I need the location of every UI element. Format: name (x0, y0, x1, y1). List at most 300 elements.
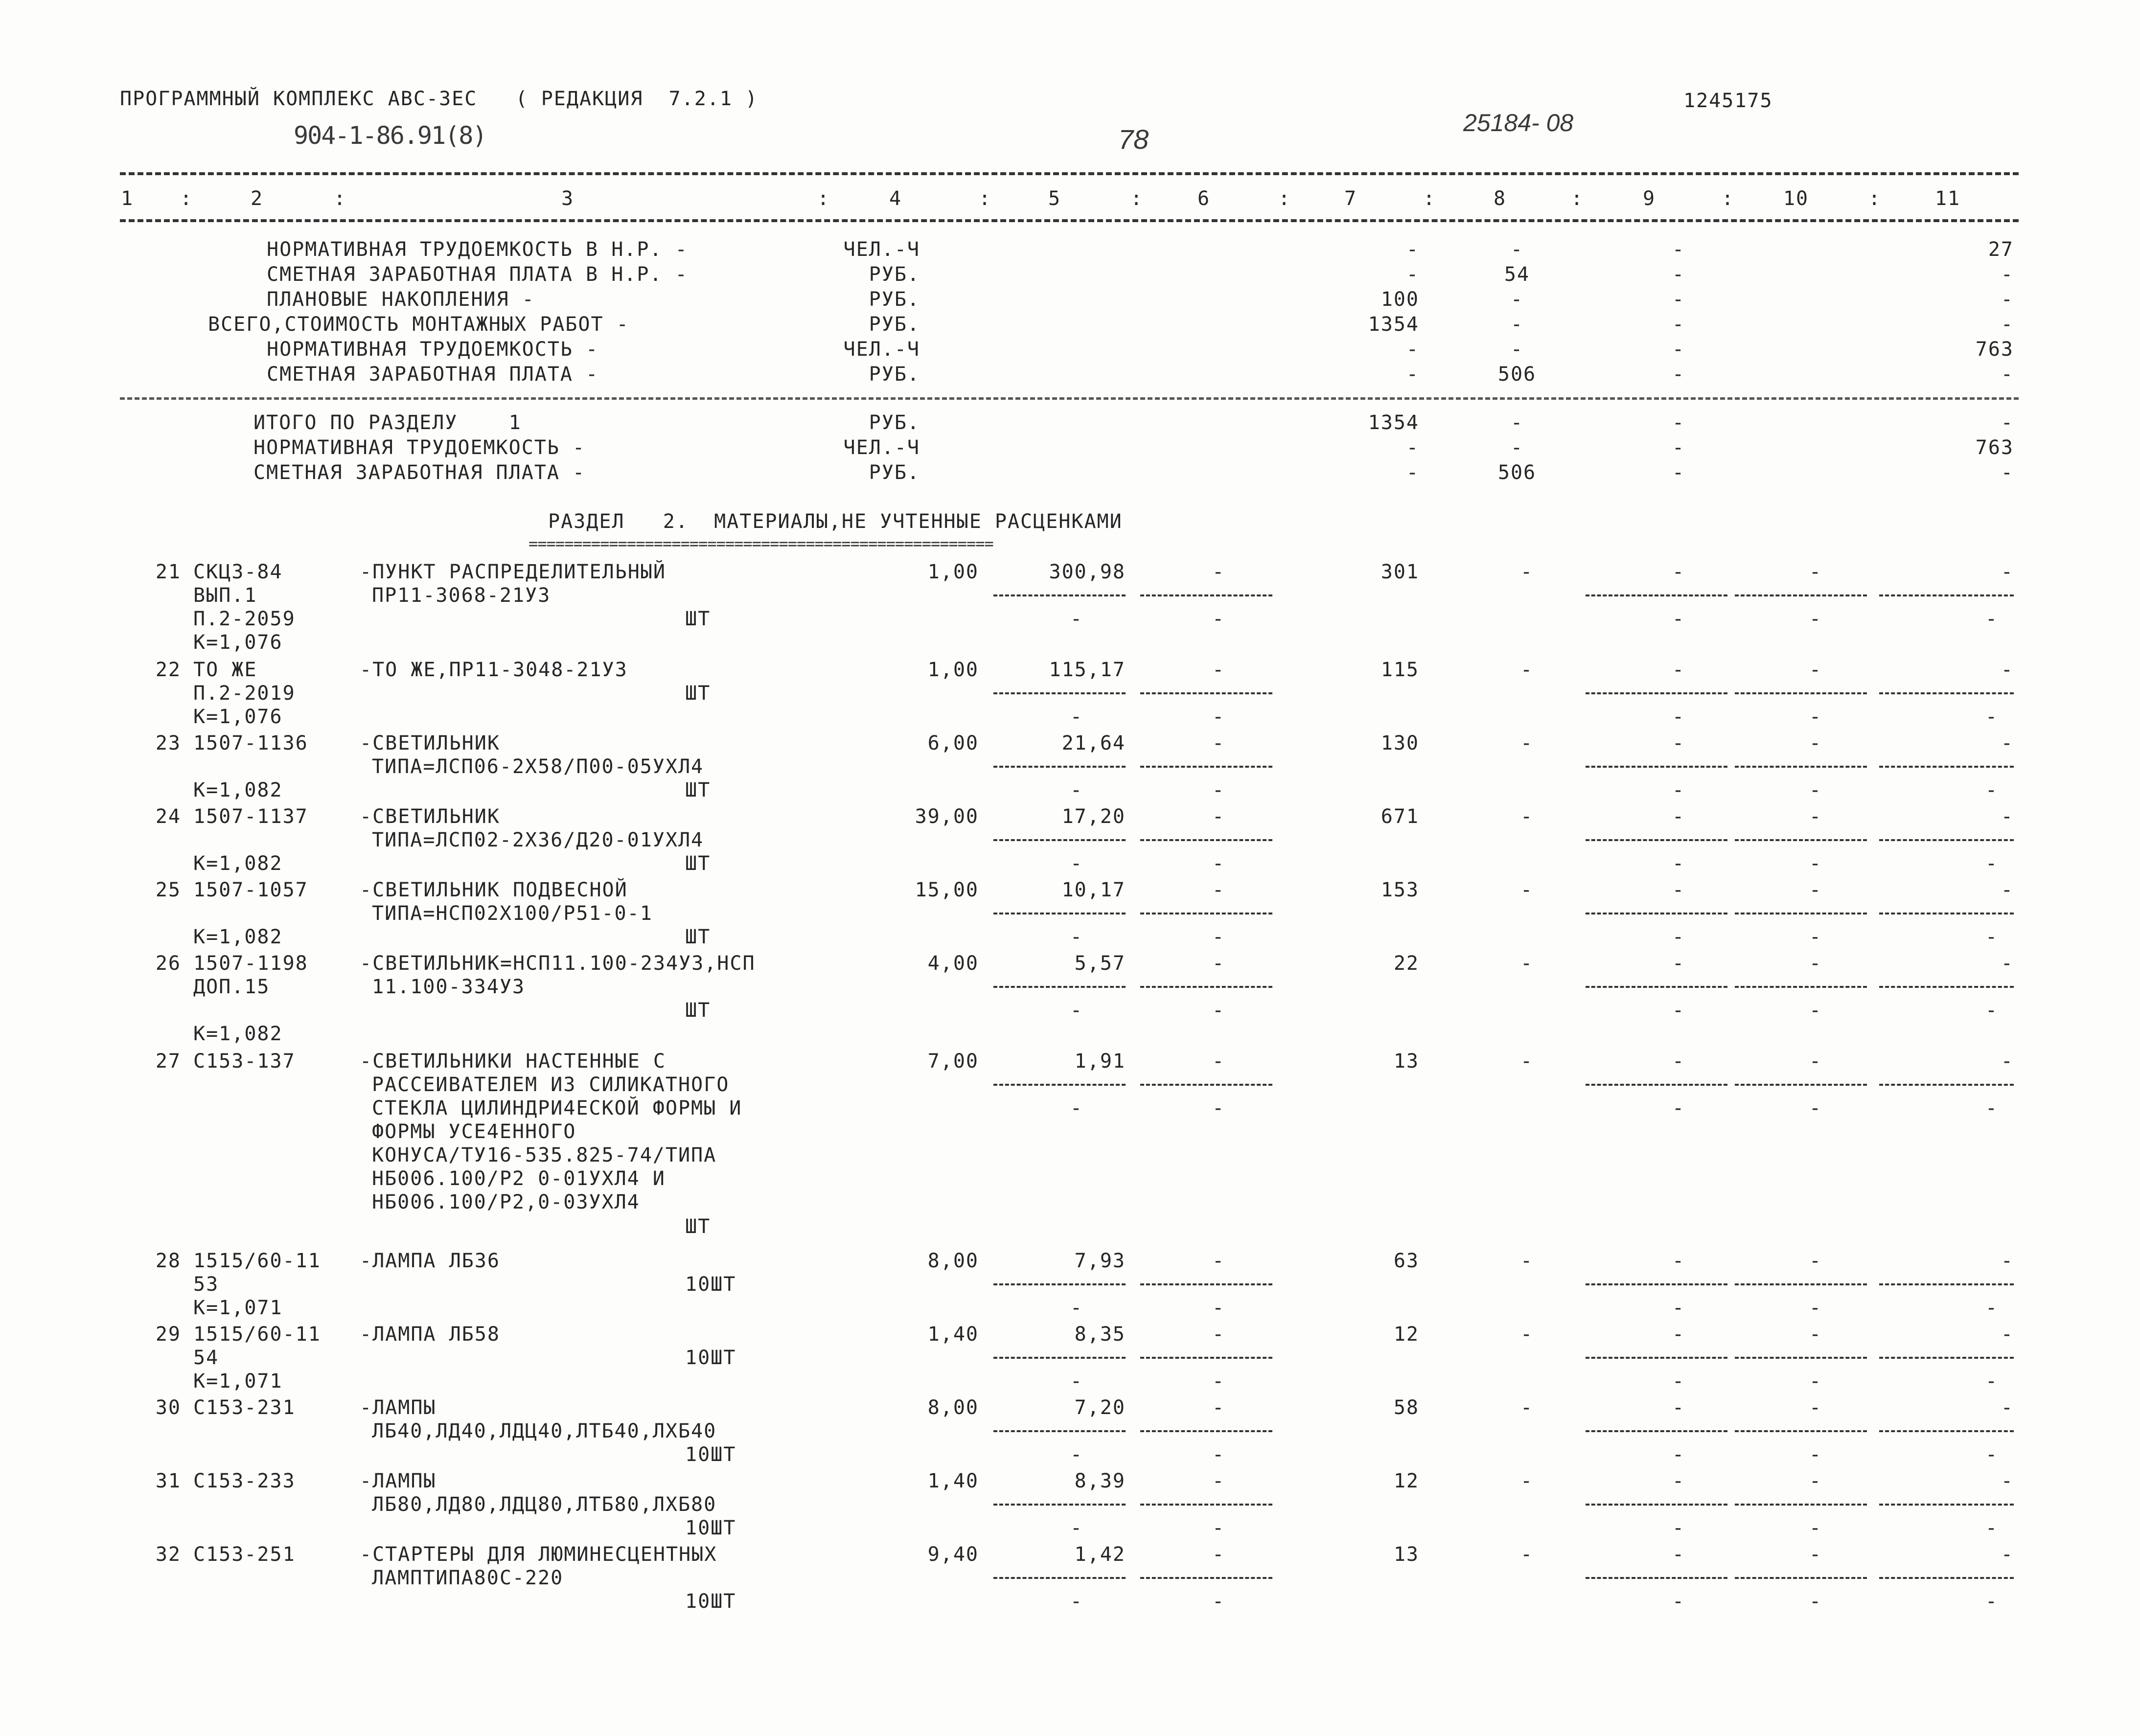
item-col8: - (1520, 879, 1534, 901)
col6-subrule (1140, 692, 1272, 694)
item-unit: ШТ (685, 852, 711, 875)
sub-col9: - (1672, 999, 1685, 1022)
item-col9: - (1672, 1543, 1685, 1566)
item-col9: - (1672, 1050, 1685, 1073)
col11-subrule (1879, 1504, 2014, 1506)
item-number: 29 (155, 1323, 181, 1346)
col10-subrule (1735, 1084, 1867, 1086)
price-subrule (993, 1084, 1126, 1086)
item-total: 58 (1393, 1396, 1419, 1419)
item-quantity: 39,00 (915, 805, 979, 828)
col6-subrule (1140, 766, 1272, 768)
column-header-6: 6 (1197, 187, 1211, 210)
item-col11: - (2001, 952, 2014, 975)
col6-subrule (1140, 839, 1272, 841)
item-price: 10,17 (1061, 879, 1126, 901)
item-code: 1507-1198 (193, 952, 308, 975)
column-header-11: 11 (1934, 187, 1961, 210)
item-total: 13 (1393, 1050, 1419, 1073)
item-description: -СВЕТИЛЬНИК (360, 732, 500, 754)
item-col11: - (2001, 1323, 2014, 1346)
item-col10: - (1809, 1543, 1822, 1566)
col11-subrule (1879, 1084, 2014, 1086)
column-header-8: 8 (1493, 187, 1507, 210)
item-description: КОНУСА/ТУ16-535.825-74/ТИПА (372, 1144, 717, 1166)
item-unit: 10ШТ (685, 1443, 736, 1466)
sub-col5: - (1070, 608, 1083, 630)
column-header-5: 5 (1048, 187, 1061, 210)
item-col8: - (1520, 1543, 1534, 1566)
item-description: СТЕКЛА ЦИЛИНДРИ4ЕСКОЙ ФОРМЫ И (372, 1097, 742, 1119)
item-col6: - (1212, 1396, 1225, 1419)
item-number: 26 (155, 952, 181, 975)
row-unit: РУБ. (869, 363, 920, 386)
header-bottom-rule (120, 219, 2019, 222)
item-description: -ЛАМПЫ (360, 1396, 437, 1419)
col11-subrule (1879, 839, 2014, 841)
col9-subrule (1586, 913, 1727, 914)
sub-col11: - (1985, 1517, 1999, 1539)
price-subrule (993, 766, 1126, 768)
item-col10: - (1809, 805, 1822, 828)
price-subrule (993, 913, 1126, 914)
sub-col10: - (1809, 779, 1822, 801)
item-col11: - (2001, 1250, 2014, 1272)
column-separator: : (979, 187, 992, 210)
item-code: К=1,076 (193, 706, 283, 728)
sub-col11: - (1985, 706, 1999, 728)
item-code: 1515/60-11 (193, 1250, 321, 1272)
row-label: СМЕТНАЯ ЗАРАБОТНАЯ ПЛАТА - (253, 461, 586, 484)
item-code: 1507-1136 (193, 732, 308, 754)
item-quantity: 4,00 (927, 952, 979, 975)
item-col10: - (1809, 1323, 1822, 1346)
item-code: К=1,071 (193, 1297, 283, 1319)
item-code: К=1,082 (193, 926, 283, 948)
col9-subrule (1586, 766, 1727, 768)
item-quantity: 9,40 (927, 1543, 979, 1566)
item-description: -СВЕТИЛЬНИК (360, 805, 500, 828)
column-header-9: 9 (1642, 187, 1656, 210)
row-col8: - (1510, 338, 1524, 361)
row-col9: - (1672, 461, 1685, 484)
sub-col6: - (1212, 926, 1225, 948)
item-total: 12 (1393, 1323, 1419, 1346)
sub-col9: - (1672, 706, 1685, 728)
sub-col9: - (1672, 1443, 1685, 1466)
sub-col9: - (1672, 1097, 1685, 1119)
price-subrule (993, 839, 1126, 841)
item-description: ТИПА=ЛСП06-2Х58/П00-05УХЛ4 (372, 755, 704, 778)
item-number: 23 (155, 732, 181, 754)
item-price: 7,20 (1074, 1396, 1126, 1419)
row-col8: 54 (1504, 263, 1530, 286)
col9-subrule (1586, 1430, 1727, 1432)
item-description: ФОРМЫ УСЕ4ЕННОГО (372, 1120, 576, 1143)
item-description: 11.100-334У3 (372, 976, 525, 998)
col9-subrule (1586, 839, 1727, 841)
row-col9: - (1672, 436, 1685, 459)
price-subrule (993, 692, 1126, 694)
row-label: ИТОГО ПО РАЗДЕЛУ 1 (253, 411, 522, 434)
row-label: ВСЕГО,СТОИМОСТЬ МОНТАЖНЫХ РАБОТ - (208, 313, 629, 336)
row-col11: - (2001, 288, 2014, 311)
col9-subrule (1586, 1084, 1727, 1086)
sub-col5: - (1070, 1370, 1083, 1393)
column-header-2: 2 (250, 187, 264, 210)
sub-col5: - (1070, 779, 1083, 801)
item-col11: - (2001, 1050, 2014, 1073)
item-col6: - (1212, 805, 1225, 828)
sub-col5: - (1070, 926, 1083, 948)
column-separator: : (1868, 187, 1882, 210)
sub-col9: - (1672, 1297, 1685, 1319)
sub-col10: - (1809, 1517, 1822, 1539)
col10-subrule (1735, 1504, 1867, 1506)
item-quantity: 6,00 (927, 732, 979, 754)
program-header: ПРОГРАММНЫЙ КОМПЛЕКС АВС-ЗЕС ( РЕДАКЦИЯ 7.2.1 ) (120, 88, 759, 110)
item-description: -СВЕТИЛЬНИК ПОДВЕСНОЙ (360, 879, 628, 901)
item-unit: ШТ (685, 999, 711, 1022)
item-col9: - (1672, 1470, 1685, 1492)
item-description: ЛБ40,ЛД40,ЛДЦ40,ЛТБ40,ЛХБ40 (372, 1420, 717, 1442)
item-col8: - (1520, 1470, 1534, 1492)
column-separator: : (334, 187, 347, 210)
item-code: 1507-1057 (193, 879, 308, 901)
item-description: НБ006.100/Р2,0-03УХЛ4 (372, 1191, 640, 1213)
price-subrule (993, 1283, 1126, 1285)
item-code: СКЦЗ-84 (193, 561, 283, 583)
section-title: РАЗДЕЛ 2. МАТЕРИАЛЫ,НЕ УЧТЕННЫЕ РАСЦЕНКАМИ (548, 510, 1123, 533)
item-code: К=1,082 (193, 852, 283, 875)
row-col7: - (1406, 436, 1419, 459)
item-col11: - (2001, 1396, 2014, 1419)
item-col10: - (1809, 952, 1822, 975)
col11-subrule (1879, 1430, 2014, 1432)
item-number: 25 (155, 879, 181, 901)
item-col10: - (1809, 879, 1822, 901)
col6-subrule (1140, 1504, 1272, 1506)
item-col10: - (1809, 659, 1822, 681)
row-col8: - (1510, 411, 1524, 434)
item-code: ВЫП.1 (193, 584, 257, 607)
sub-col9: - (1672, 608, 1685, 630)
price-subrule (993, 1430, 1126, 1432)
row-label: СМЕТНАЯ ЗАРАБОТНАЯ ПЛАТА - (267, 363, 599, 386)
item-number: 30 (155, 1396, 181, 1419)
header-top-rule (120, 172, 2019, 175)
item-unit: ШТ (685, 1215, 711, 1238)
item-code: 54 (193, 1347, 219, 1369)
item-total: 130 (1381, 732, 1419, 754)
price-subrule (993, 1357, 1126, 1359)
price-subrule (993, 594, 1126, 596)
item-total: 115 (1381, 659, 1419, 681)
item-description: ЛБ80,ЛД80,ЛДЦ80,ЛТБ80,ЛХБ80 (372, 1493, 717, 1516)
col11-subrule (1879, 594, 2014, 596)
row-label: НОРМАТИВНАЯ ТРУДОЕМКОСТЬ В Н.Р. - (267, 238, 688, 261)
sub-col11: - (1985, 608, 1999, 630)
row-col9: - (1672, 288, 1685, 311)
sub-col9: - (1672, 1590, 1685, 1613)
item-unit: 10ШТ (685, 1517, 736, 1539)
col11-subrule (1879, 766, 2014, 768)
row-col7: - (1406, 238, 1419, 261)
row-label: ПЛАНОВЫЕ НАКОПЛЕНИЯ - (267, 288, 535, 311)
row-col11: 763 (1975, 436, 2014, 459)
row-unit: ЧЕЛ.-Ч (843, 436, 920, 459)
column-separator: : (1130, 187, 1144, 210)
row-col9: - (1672, 363, 1685, 386)
price-subrule (993, 986, 1126, 988)
item-col9: - (1672, 1396, 1685, 1419)
row-col7: - (1406, 338, 1419, 361)
row-unit: ЧЕЛ.-Ч (843, 338, 920, 361)
item-description: ПР11-3068-21У3 (372, 584, 551, 607)
col11-subrule (1879, 913, 2014, 914)
item-quantity: 15,00 (915, 879, 979, 901)
item-unit: ШТ (685, 608, 711, 630)
item-col11: - (2001, 659, 2014, 681)
item-col6: - (1212, 1250, 1225, 1272)
sub-col10: - (1809, 1443, 1822, 1466)
item-code: С153-231 (193, 1396, 296, 1419)
row-unit: РУБ. (869, 411, 920, 434)
col9-subrule (1586, 692, 1727, 694)
row-col8: 506 (1497, 363, 1537, 386)
sub-col11: - (1985, 999, 1999, 1022)
item-col6: - (1212, 732, 1225, 754)
item-price: 8,39 (1074, 1470, 1126, 1492)
item-col6: - (1212, 1470, 1225, 1492)
item-quantity: 7,00 (927, 1050, 979, 1073)
item-description: ТИПА=НСП02Х100/Р51-0-1 (372, 902, 653, 925)
item-col8: - (1520, 732, 1534, 754)
row-col7: - (1406, 263, 1419, 286)
item-price: 21,64 (1061, 732, 1126, 754)
col10-subrule (1735, 692, 1867, 694)
item-price: 300,98 (1049, 561, 1126, 583)
sub-col5: - (1070, 1443, 1083, 1466)
col11-subrule (1879, 986, 2014, 988)
col9-subrule (1586, 1283, 1727, 1285)
item-price: 5,57 (1074, 952, 1126, 975)
row-col8: - (1510, 288, 1524, 311)
item-col10: - (1809, 732, 1822, 754)
sub-col10: - (1809, 1590, 1822, 1613)
col6-subrule (1140, 1430, 1272, 1432)
sub-col9: - (1672, 852, 1685, 875)
column-separator: : (817, 187, 830, 210)
item-col11: - (2001, 1470, 2014, 1492)
item-code: П.2-2059 (193, 608, 296, 630)
sub-col6: - (1212, 608, 1225, 630)
item-col11: - (2001, 1543, 2014, 1566)
item-col6: - (1212, 1323, 1225, 1346)
document-number: 1245175 (1683, 90, 1773, 112)
item-col9: - (1672, 659, 1685, 681)
col10-subrule (1735, 839, 1867, 841)
item-col8: - (1520, 1050, 1534, 1073)
item-code: П.2-2019 (193, 682, 296, 705)
row-col9: - (1672, 411, 1685, 434)
item-col6: - (1212, 1050, 1225, 1073)
item-price: 1,91 (1074, 1050, 1126, 1073)
item-col6: - (1212, 561, 1225, 583)
item-total: 12 (1393, 1470, 1419, 1492)
sub-col5: - (1070, 1517, 1083, 1539)
sub-col6: - (1212, 1097, 1225, 1119)
item-description: ЛАМПТИПА80С-220 (372, 1567, 564, 1589)
row-col11: 763 (1975, 338, 2014, 361)
sub-col5: - (1070, 1297, 1083, 1319)
item-total: 153 (1381, 879, 1419, 901)
col6-subrule (1140, 594, 1272, 596)
item-description: ТИПА=ЛСП02-2Х36/Д20-01УХЛ4 (372, 829, 704, 851)
item-number: 27 (155, 1050, 181, 1073)
sub-col6: - (1212, 706, 1225, 728)
item-code: К=1,071 (193, 1370, 283, 1393)
item-total: 63 (1393, 1250, 1419, 1272)
item-col9: - (1672, 732, 1685, 754)
item-col11: - (2001, 561, 2014, 583)
item-description: НБ006.100/Р2 0-01УХЛ4 И (372, 1167, 666, 1190)
row-label: НОРМАТИВНАЯ ТРУДОЕМКОСТЬ - (267, 338, 599, 361)
row-col8: - (1510, 436, 1524, 459)
item-code: ТО ЖЕ (193, 659, 257, 681)
item-unit: ШТ (685, 682, 711, 705)
col10-subrule (1735, 1430, 1867, 1432)
item-col8: - (1520, 561, 1534, 583)
sub-col9: - (1672, 926, 1685, 948)
sub-col10: - (1809, 999, 1822, 1022)
item-col8: - (1520, 1323, 1534, 1346)
item-code: К=1,082 (193, 779, 283, 801)
sub-col6: - (1212, 1297, 1225, 1319)
row-col7: 1354 (1368, 313, 1419, 336)
item-code: 1515/60-11 (193, 1323, 321, 1346)
item-description: -ЛАМПА ЛБ58 (360, 1323, 500, 1346)
item-price: 17,20 (1061, 805, 1126, 828)
item-code: С153-251 (193, 1543, 296, 1566)
row-col11: - (2001, 263, 2014, 286)
item-col11: - (2001, 879, 2014, 901)
sub-col9: - (1672, 1370, 1685, 1393)
sub-col10: - (1809, 706, 1822, 728)
item-unit: ШТ (685, 779, 711, 801)
row-col11: - (2001, 313, 2014, 336)
sub-col11: - (1985, 1443, 1999, 1466)
item-col6: - (1212, 1543, 1225, 1566)
item-col10: - (1809, 1250, 1822, 1272)
item-col6: - (1212, 659, 1225, 681)
summary-rule (120, 397, 2019, 400)
handwritten-code: 25184- 08 (1463, 109, 1574, 137)
item-quantity: 1,00 (927, 561, 979, 583)
sub-col11: - (1985, 852, 1999, 875)
row-unit: ЧЕЛ.-Ч (843, 238, 920, 261)
sub-col11: - (1985, 926, 1999, 948)
item-quantity: 1,40 (927, 1323, 979, 1346)
price-subrule (993, 1577, 1126, 1579)
item-col8: - (1520, 659, 1534, 681)
row-col7: 100 (1381, 288, 1419, 311)
row-col11: - (2001, 363, 2014, 386)
col10-subrule (1735, 1577, 1867, 1579)
item-col6: - (1212, 952, 1225, 975)
row-unit: РУБ. (869, 313, 920, 336)
col6-subrule (1140, 1357, 1272, 1359)
sub-col10: - (1809, 1097, 1822, 1119)
item-col6: - (1212, 879, 1225, 901)
item-col11: - (2001, 805, 2014, 828)
item-number: 32 (155, 1543, 181, 1566)
col11-subrule (1879, 692, 2014, 694)
item-description: -ТО ЖЕ,ПР11-3048-21У3 (360, 659, 628, 681)
row-col8: - (1510, 238, 1524, 261)
page-number: 78 (1118, 124, 1149, 155)
item-quantity: 8,00 (927, 1396, 979, 1419)
row-col11: 27 (1988, 238, 2014, 261)
column-separator: : (1278, 187, 1291, 210)
item-unit: 10ШТ (685, 1273, 736, 1296)
col10-subrule (1735, 1357, 1867, 1359)
sub-col11: - (1985, 779, 1999, 801)
item-col10: - (1809, 1470, 1822, 1492)
item-unit: 10ШТ (685, 1590, 736, 1613)
item-col10: - (1809, 1396, 1822, 1419)
sub-col6: - (1212, 1517, 1225, 1539)
sub-col6: - (1212, 779, 1225, 801)
sub-col5: - (1070, 852, 1083, 875)
item-description: -ЛАМПЫ (360, 1470, 437, 1492)
item-col8: - (1520, 952, 1534, 975)
item-price: 1,42 (1074, 1543, 1126, 1566)
column-separator: : (1571, 187, 1584, 210)
item-description: -СТАРТЕРЫ ДЛЯ ЛЮМИНЕСЦЕНТНЫХ (360, 1543, 717, 1566)
sub-col5: - (1070, 706, 1083, 728)
column-header-1: 1 (120, 187, 134, 210)
item-col8: - (1520, 1396, 1534, 1419)
row-col8: 506 (1497, 461, 1537, 484)
item-unit: 10ШТ (685, 1347, 736, 1369)
col6-subrule (1140, 1577, 1272, 1579)
item-col8: - (1520, 1250, 1534, 1272)
row-label: НОРМАТИВНАЯ ТРУДОЕМКОСТЬ - (253, 436, 586, 459)
item-total: 671 (1381, 805, 1419, 828)
column-separator: : (1722, 187, 1735, 210)
item-description: -ЛАМПА ЛБ36 (360, 1250, 500, 1272)
item-col9: - (1672, 1250, 1685, 1272)
item-col9: - (1672, 952, 1685, 975)
col10-subrule (1735, 913, 1867, 914)
item-code: К=1,076 (193, 631, 283, 654)
row-unit: РУБ. (869, 461, 920, 484)
row-col11: - (2001, 461, 2014, 484)
item-price: 7,93 (1074, 1250, 1126, 1272)
item-col9: - (1672, 1323, 1685, 1346)
sub-col6: - (1212, 852, 1225, 875)
row-col9: - (1672, 313, 1685, 336)
row-col11: - (2001, 411, 2014, 434)
item-number: 24 (155, 805, 181, 828)
column-header-7: 7 (1344, 187, 1358, 210)
item-unit: ШТ (685, 926, 711, 948)
sub-col11: - (1985, 1297, 1999, 1319)
sub-col9: - (1672, 779, 1685, 801)
row-unit: РУБ. (869, 288, 920, 311)
sub-col6: - (1212, 1590, 1225, 1613)
